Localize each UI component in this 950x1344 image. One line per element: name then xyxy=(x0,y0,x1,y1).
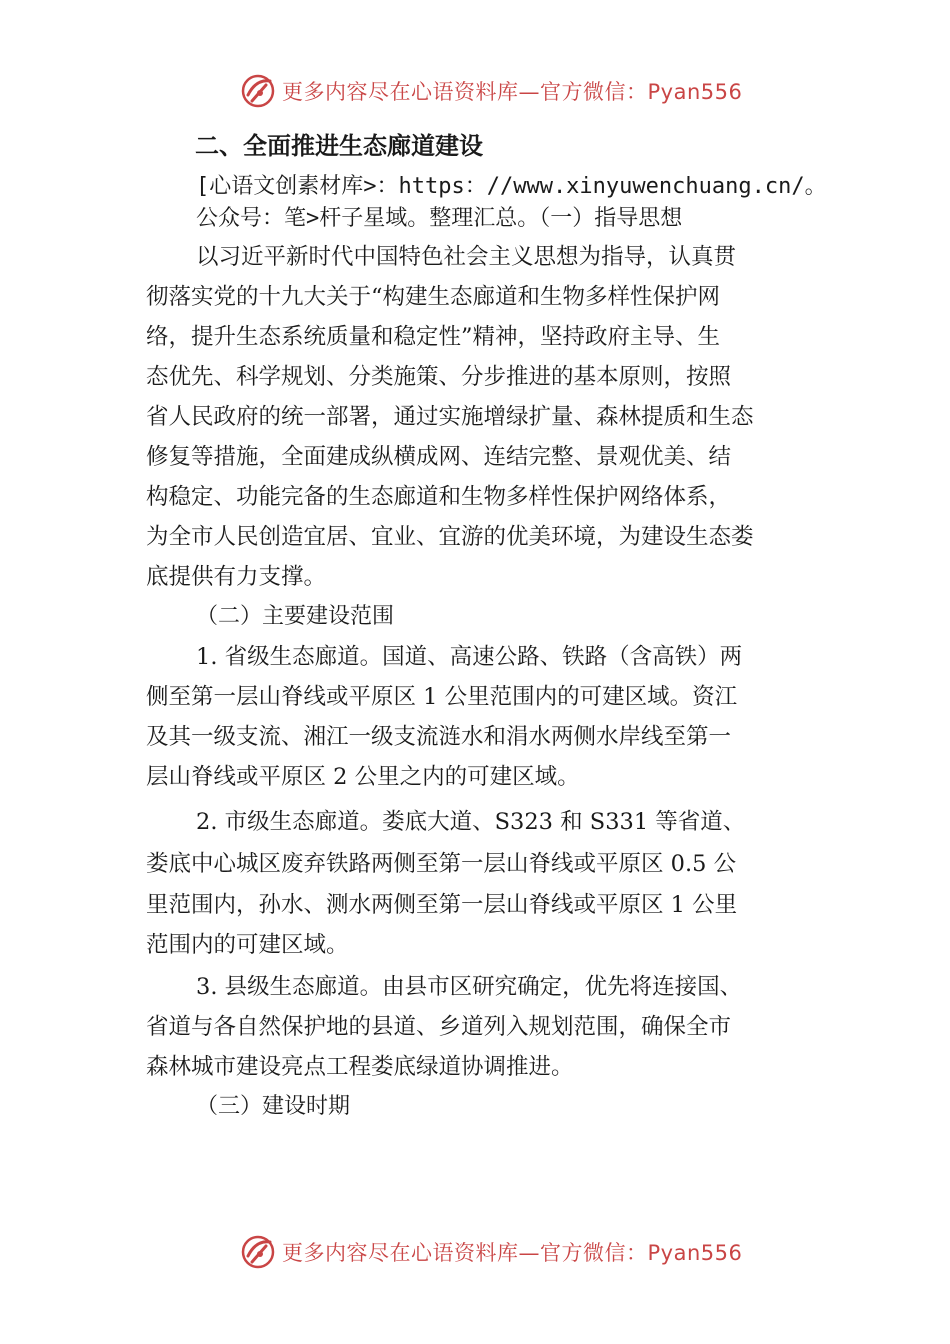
item-line: 侧至第一层山脊线或平原区 1 公里范围内的可建区域。资江 xyxy=(146,684,738,710)
item-line: 森林城市建设亮点工程娄底绿道协调推进。 xyxy=(146,1054,574,1080)
seal-logo-icon xyxy=(240,1234,276,1270)
item-line: 2. 市级生态廊道。娄底大道、S323 和 S331 等省道、 xyxy=(196,809,746,835)
seal-logo-icon xyxy=(240,73,276,109)
subheading-scope: （二）主要建设范围 xyxy=(196,604,395,629)
paragraph-line: 构稳定、功能完备的生态廊道和生物多样性保护网络体系， xyxy=(146,484,732,510)
watermark-text: 更多内容尽在心语资料库—官方微信：Pyan556 xyxy=(282,80,743,104)
item-line: 范围内的可建区域。 xyxy=(146,932,349,958)
watermark-banner-top xyxy=(240,71,742,111)
paragraph-line: 态优先、科学规划、分类施策、分步推进的基本原则，按照 xyxy=(146,364,732,390)
source-note-line: [心语文创素材库>：https：//www.xinyuwenchuang.cn/。 xyxy=(196,174,827,199)
source-note-line: 公众号：笔>杆子星域。整理汇总。（一）指导思想 xyxy=(196,206,683,231)
paragraph-line: 以习近平新时代中国特色社会主义思想为指导，认真贯 xyxy=(196,244,737,270)
item-line: 及其一级支流、湘江一级支流涟水和涓水两侧水岸线至第一 xyxy=(146,724,732,750)
paragraph-line: 为全市人民创造宜居、宜业、宜游的优美环境，为建设生态娄 xyxy=(146,524,754,550)
watermark-banner-bottom xyxy=(240,1232,742,1272)
section-heading: 二、全面推进生态廊道建设 xyxy=(195,132,483,160)
watermark-text: 更多内容尽在心语资料库—官方微信：Pyan556 xyxy=(282,1241,743,1265)
paragraph-line: 底提供有力支撑。 xyxy=(146,564,327,590)
item-line: 省道与各自然保护地的县道、乡道列入规划范围，确保全市 xyxy=(146,1014,732,1040)
item-line: 3. 县级生态廊道。由县市区研究确定，优先将连接国、 xyxy=(196,974,743,1000)
item-line: 层山脊线或平原区 2 公里之内的可建区域。 xyxy=(146,764,580,790)
paragraph-line: 络，提升生态系统质量和稳定性”精神，坚持政府主导、生 xyxy=(146,324,721,350)
paragraph-line: 省人民政府的统一部署，通过实施增绿扩量、森林提质和生态 xyxy=(146,404,754,430)
paragraph-line: 彻落实党的十九大关于“构建生态廊道和生物多样性保护网 xyxy=(146,284,721,310)
paragraph-line: 修复等措施，全面建成纵横成网、连结完整、景观优美、结 xyxy=(146,444,732,470)
item-line: 娄底中心城区废弃铁路两侧至第一层山脊线或平原区 0.5 公 xyxy=(146,851,737,877)
item-line: 1. 省级生态廊道。国道、高速公路、铁路（含高铁）两 xyxy=(196,644,743,670)
item-line: 里范围内，孙水、测水两侧至第一层山脊线或平原区 1 公里 xyxy=(146,892,738,918)
subheading-period: （三）建设时期 xyxy=(196,1094,351,1119)
